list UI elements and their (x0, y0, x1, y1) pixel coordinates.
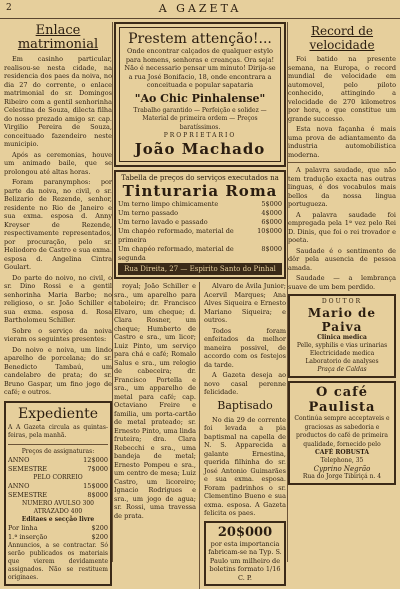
tinturaria-ad (114, 170, 286, 279)
page-number: 2 (6, 3, 12, 13)
service-price: 4$000 (261, 209, 282, 217)
convidados-paragraph: A Gazeta deseja ao novo casal perenne felicidade. (204, 371, 286, 396)
enlace-paragraph: Foram paranymphos: por parte da noiva, no civil, o sr. Belizario de Rezende, senhor, residente no Rio de Janeiro e sua exma. esposa d. Anny Kreyser de Rezende, respectivamente representados, por procuração, pelo sr. Heliodoro de Castro e sua exma. esposa d. Angelina Cintra Goulart. (4, 178, 112, 271)
divider (8, 444, 108, 445)
baptisado-text (204, 416, 286, 518)
enlace-paragraph: Do parte do noivo, no civil, o sr. Dino Rossi e a gentil senhorinha Maria Barbo; no religioso, o sr. João Schiller e sua exma. esposa d. Rosa Bartholomeu Schiller. (4, 273, 112, 324)
correio-label: PELO CORREIO (33, 473, 83, 481)
middle-text-area (114, 282, 286, 589)
tinturaria-intro: Tabella de preços do serviços executados na (121, 174, 279, 182)
saudade-article (288, 166, 396, 291)
cafe-street: Rua do Jorge Tibiriçá n. 4 (302, 473, 382, 480)
middle-column (114, 22, 286, 589)
masthead (0, 0, 400, 19)
doctor-clinic: Clinica medica (317, 334, 367, 341)
service-row (118, 218, 282, 227)
doctor-ad (288, 294, 396, 378)
service-price: 5$000 (261, 200, 282, 208)
price-row (8, 491, 108, 500)
presentes-paragraph: royal; João Schiller e sra., um aparelho para taboleiro; dr. Francisco Elvaro, um cheque; d. Clara Rosner, um cheque; Humberto de Castro e sra., um licor; Luiz Pinto, um serviço para chá e café; Romalo Salus e sra., um relogio de cabeceira; dr. Francisco Portella e sra., um apparelho de metal para café; cap. Octaviano Freire e familia, um porta-cartão de metal prateado; sr. Ernesto Pinto, uma linda fruteira; dra. Clara Rebecchi e sra., uma bandeja de metal; Ernesto Pompeu e sra., um centro de mesa; Luiz Castro, um licoreiro; Ignacio Rodrigues e sra., um jogo de agua; sr. Rossi, uma travessa de prata. (114, 282, 196, 520)
editais-row (8, 524, 108, 533)
newspaper-title: A GAZETA (158, 2, 242, 15)
convidados-paragraph: Todos foram enfeitados da melhor maneira possivel, de accordo com os festejos da tarde. (204, 326, 286, 369)
presentes-list (114, 282, 200, 589)
record-paragraph: Foi batido na presente semana, na Europa, o record mundial de velocidade em automovel, pelo piloto conhecido, attingindo a velocidade de 270 kilometros por hora, o que constitue um grande successo. (288, 55, 396, 123)
baptisado-paragraph: No dia 29 de corrente foi levada a pia baptismal na capella de N. S. Apparecida a galante Ernestina, querida filhinha do sr. José Antonio Guimarães e sua exma. esposa. Foram padrinhos o sr. Clementino Bueno e sua exma. esposa. A Gazeta felicita os paes. (204, 415, 286, 517)
service-row (118, 245, 282, 263)
service-row (118, 209, 282, 218)
expediente-title: Expediente (17, 405, 98, 422)
ad-guarantee: Trabalho garantido — Perfeição e solidez — Material de primeira ordem — Preços baratíssimos. (133, 106, 267, 131)
service-label: Um terno limpo chimicamente (118, 200, 219, 208)
doctor-line: Laboratorio de analyses (305, 358, 379, 365)
price-value: 15$000 (83, 481, 108, 490)
service-label: Um chapéo reformado, material de primeira (118, 227, 234, 244)
price-row (8, 465, 108, 474)
doctor-line: Pelle, syphilis e vias urinarias (296, 342, 388, 349)
enlace-paragraph: Do noivo e noiva, um lindo aparelho de porcelana; do sr. Benedicto Tambaú, um candelabro de prata; do sr. Bruno Gaspar, um fino jogo de café; e outros. (4, 345, 112, 396)
price-row (8, 456, 108, 465)
cafe-proprietor: Cyprino Negrão (313, 465, 371, 473)
precos-title: Preços de assignaturas: (21, 447, 95, 455)
owner-name: João Machado (134, 140, 266, 158)
record-article (288, 55, 396, 159)
price-label: ANNO (8, 481, 30, 490)
cafe-ad (288, 381, 396, 485)
doctor-line: Electricidade medica (309, 350, 375, 357)
price-label: SEMESTRE (8, 490, 48, 499)
expediente-footer: Annuncios, a se contractar. Só serão publicados os materiais que vierem devidamente assignados. Não se restituem originaes. (8, 541, 108, 581)
typ-text: por esta importancia fabricam-se na Typ. S. Paulo um milheiro de boletins formato 1/16 C. P. (208, 539, 282, 582)
editais-title: Editaes e secção livre (21, 515, 95, 523)
editais-value: $200 (91, 532, 108, 541)
doctor-name: Mario de Paiva (307, 306, 377, 334)
ad-headline: Prestem attenção!... (128, 31, 272, 47)
ad-inner (119, 27, 281, 162)
price-value: 12$000 (83, 455, 108, 464)
cafe-phone: Telephone, 35 (320, 457, 364, 464)
numero-avulso: NUMERO AVULSO 300 (22, 499, 94, 507)
editais-label: Por linha (8, 523, 38, 532)
service-label: Um terno lavado e passado (118, 218, 208, 226)
price-label: ANNO (8, 455, 30, 464)
tinturaria-banner: Tinturaria Roma (122, 182, 278, 200)
saudade-paragraph: Saudade — a lembrança suave de um bem perdido. (288, 274, 396, 291)
typ-ad (204, 521, 286, 587)
proprietario-label: PROPRIETARIO (163, 132, 237, 139)
editais-label: 1.ª inserção (8, 532, 48, 541)
enlace-paragraph: Sobre o serviço da noiva vieram os seguintes presentes: (4, 326, 112, 343)
record-headline: Record de velocidade (309, 24, 375, 52)
convidados-paragraph: Alvaro de Ávila Junior; Acervil Marques; Ana Alves Siqueira e Ernesto Mariano Siqueira; e outros. (204, 282, 286, 324)
saudade-paragraph: A palavra saudade foi empregada pela 1ª vez pelo Rei D. Dinis, que foi o rei trovador e poeta. (288, 210, 396, 244)
atrazado: ATRAZADO 400 (33, 507, 83, 515)
divider (288, 162, 396, 163)
record-paragraph: Esta nova façanha é mais uma prova de adiantamento da industria automobilistica moderna. (288, 125, 396, 159)
service-row (118, 200, 282, 209)
price-value: 8$000 (87, 490, 108, 499)
left-column (4, 22, 112, 589)
enlace-paragraph: Em casinho particular, realisou-se nesta cidade, na residencia dos paes da noiva, no dia 27 do corrente, o enlace matrimonial do sr. Domingos Ribeiro com a gentil senhorinha Celestina de Souza, dilecta filha do nosso prezado amigo sr. cap. Virgilio Pereira de Souza, conceituado fazendeiro neste municipio. (4, 55, 112, 148)
saudade-paragraph: Saudade é o sentimento de dôr pela ausencia de pessoa amada. (288, 246, 396, 272)
tinturaria-address: Rua Direita, 27 — Espirito Santo do Pinhal (118, 263, 282, 275)
service-label: Um terno passado (118, 209, 179, 217)
baptisado-headline: Baptisado (217, 398, 273, 412)
right-column (288, 22, 396, 488)
cafe-text: Continúa sempre acceptaveis e graciosas as sabedoria e productos do café de primeira qualidade, fornecido pelo (294, 415, 390, 448)
column-divider-1 (112, 22, 113, 562)
price-value: 7$000 (87, 464, 108, 473)
price-row (8, 482, 108, 491)
convidados-text (204, 282, 286, 397)
service-price: 10$000 (257, 227, 282, 235)
ad-text: Onde encontrar calçados de qualquer estylo para homens, senhoras e creanças. Ora seja! Não é necessario pensar um minuto! Dirija-se a rua José Bonifacio, 18, onde encontrara a conceituada e popular sapataria (124, 47, 276, 89)
expediente-box (4, 401, 112, 586)
service-price: 8$000 (261, 245, 282, 253)
expediente-intro: A A Gazeta circula as quintas-feiras, pela manhã. (8, 423, 108, 439)
shop-name: "Ao Chic Pinhalense" (134, 91, 266, 105)
service-row (118, 227, 282, 245)
service-label: Um chapéo reformado, material de segunda (118, 245, 234, 262)
doctor-label: DOUTOR (321, 298, 363, 305)
saudade-paragraph: A palavra saudade, que não tem tradução exacta nas outras linguas, é dos vocabulos mais bellos da nossa lingua portugueza. (288, 166, 396, 208)
cafe-title: O café Paulista (308, 385, 376, 415)
enlace-headline: Enlace matrimonial (17, 23, 99, 52)
service-price: 6$000 (261, 218, 282, 226)
editais-value: $200 (91, 523, 108, 532)
cafe-brand: CAFÉ ROBUSTA (315, 449, 369, 456)
price-label: SEMESTRE (8, 464, 48, 473)
enlace-paragraph: Após as ceremonias, houve um animado baile, que se prolongou até altas horas. (4, 150, 112, 176)
middle-right-text (204, 282, 286, 589)
doctor-address: Praça de Caldas (317, 366, 367, 373)
enlace-article (4, 55, 112, 397)
editais-row (8, 533, 108, 542)
typ-amount: 20$000 (217, 524, 273, 540)
sapataria-ad (114, 22, 286, 167)
